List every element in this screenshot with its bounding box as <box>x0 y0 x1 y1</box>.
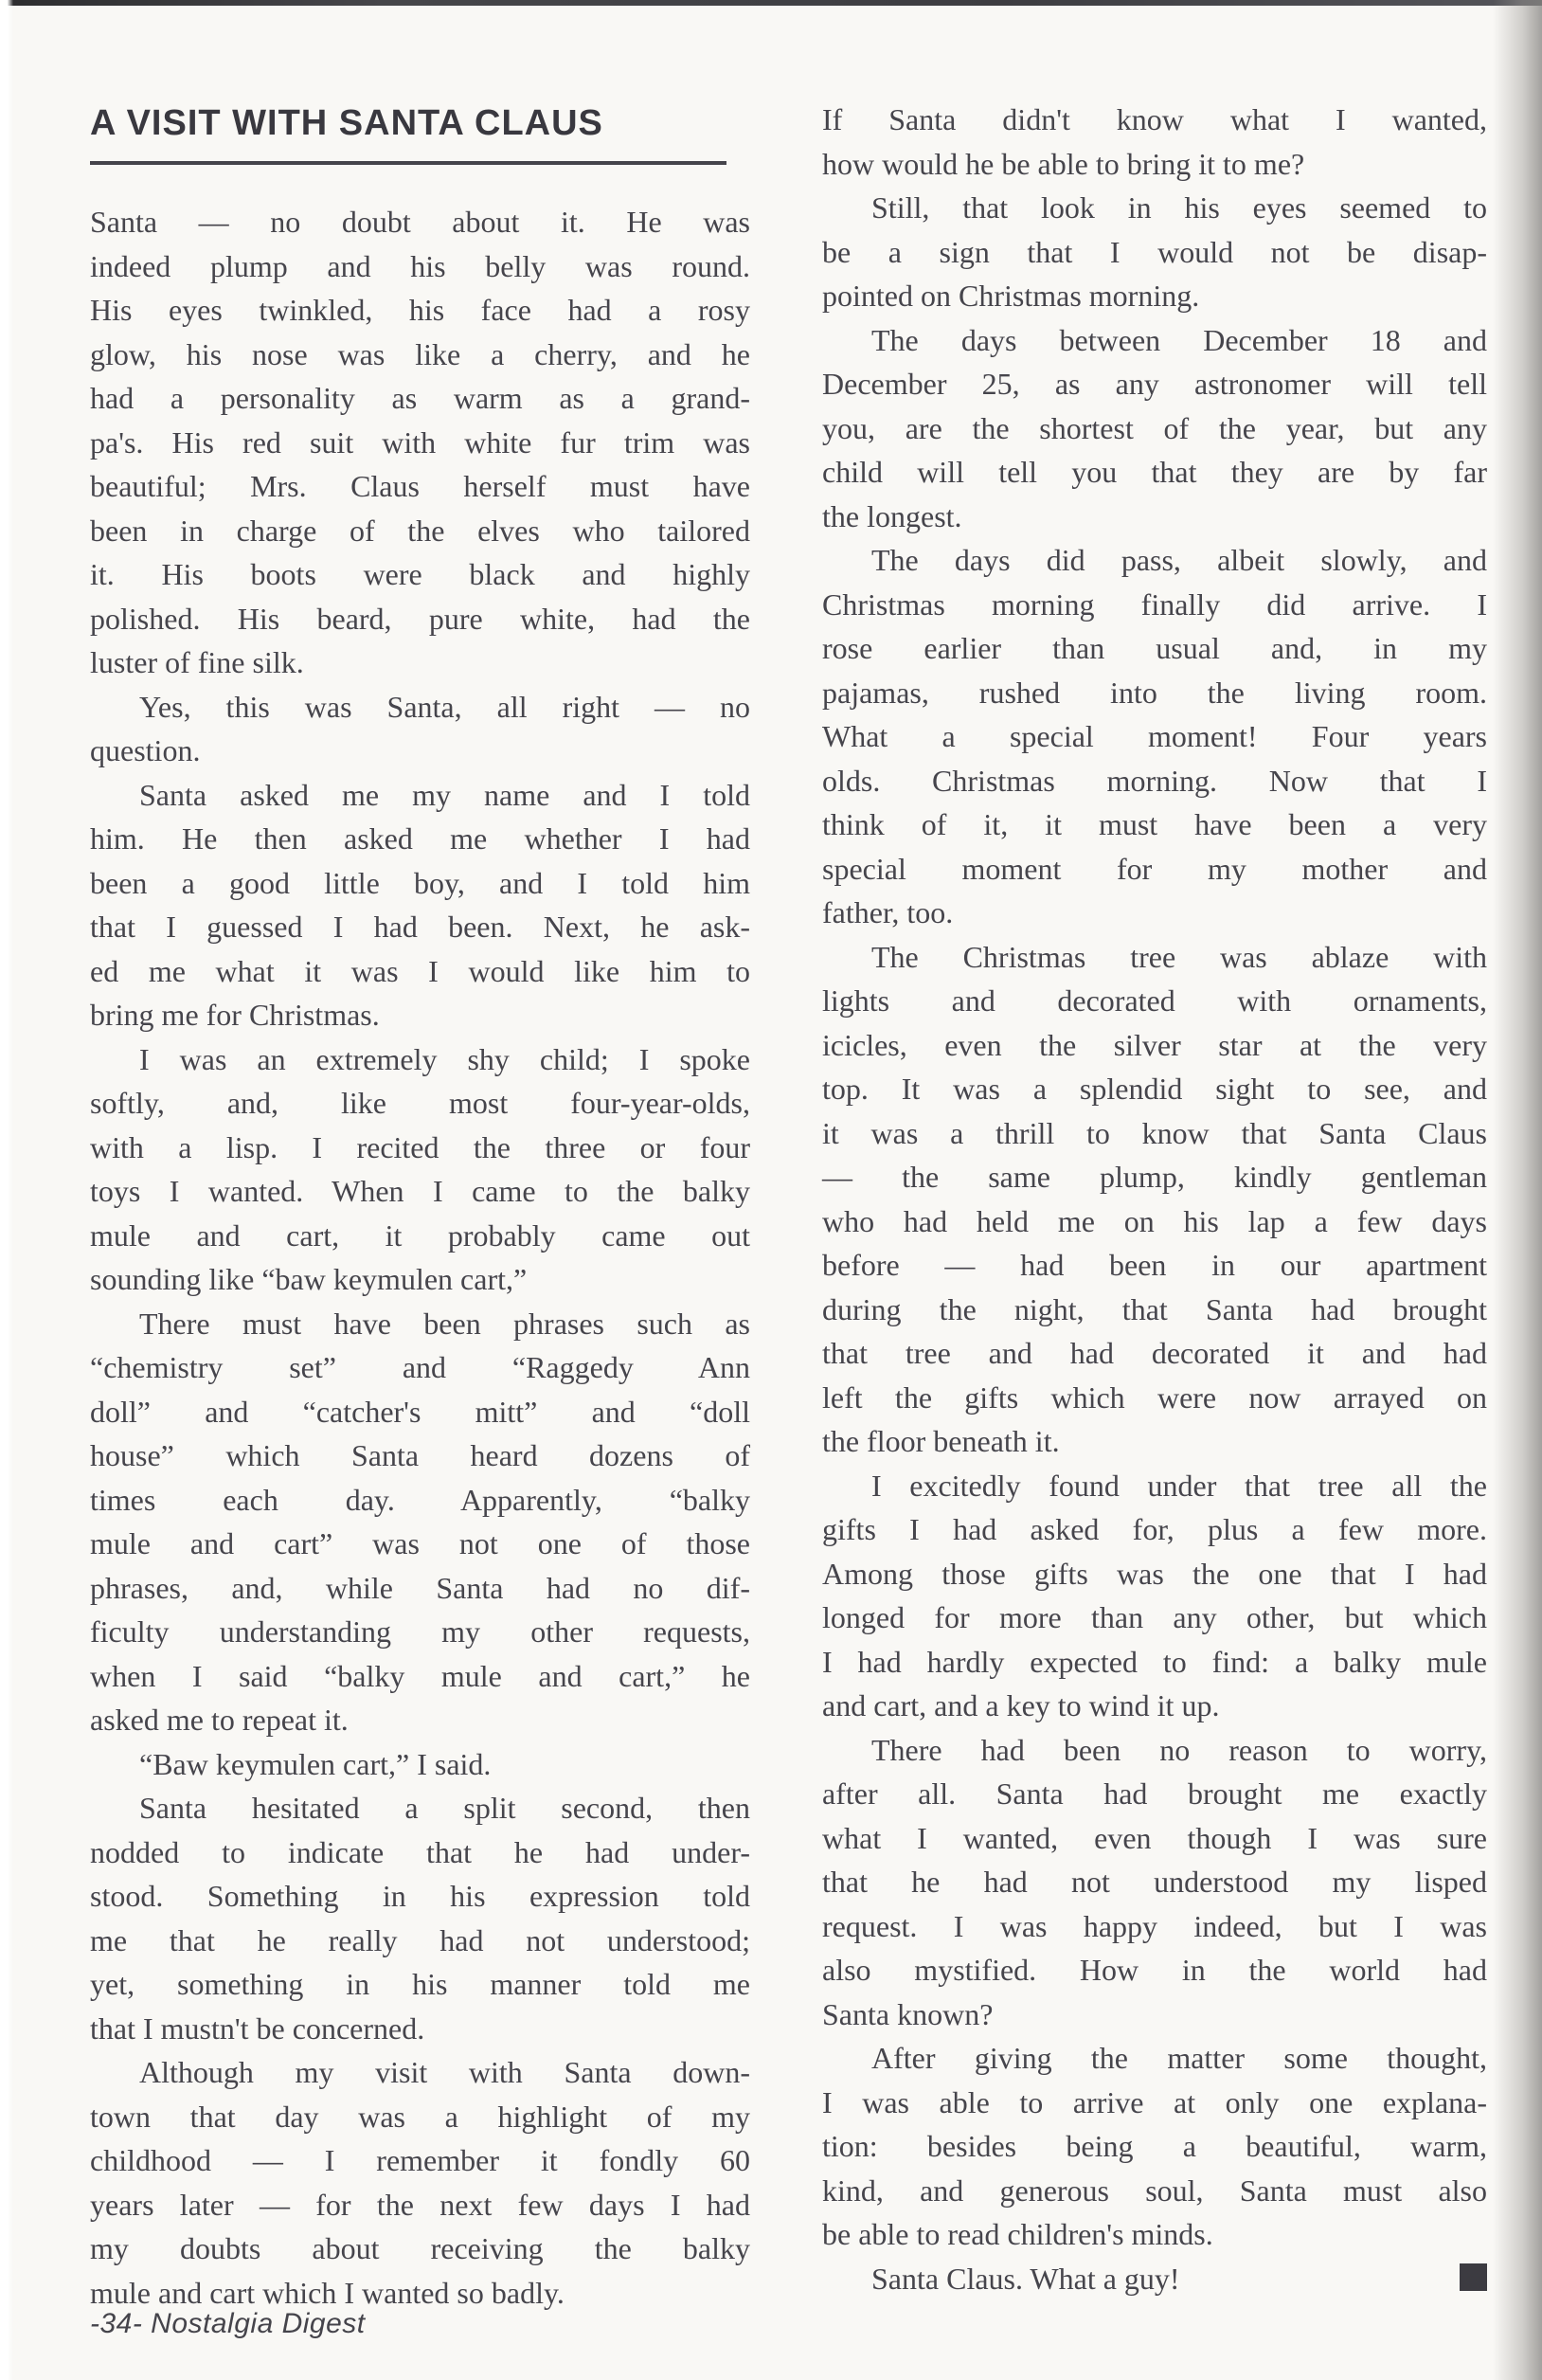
paragraph <box>822 1464 1487 1728</box>
paragraph <box>822 186 1487 318</box>
text-line: There must have been phrases such as <box>139 1306 750 1341</box>
scan-right-shadow <box>1493 0 1542 2380</box>
text-line: Yes, this was Santa, all right — no <box>139 689 750 724</box>
text-line: After giving the matter some thought, <box>871 2041 1487 2075</box>
text-line: polished. His beard, pure white, had the <box>90 601 750 636</box>
text-line: pajamas, rushed into the living room. <box>822 675 1487 710</box>
text-line: Among those gifts was the one that I had <box>822 1556 1487 1591</box>
text-line: the longest. <box>822 498 962 533</box>
text-line: I was an extremely shy child; I spoke <box>139 1041 750 1076</box>
text-line: child will tell you that they are by far <box>822 455 1487 489</box>
text-line: it was a thrill to know that Santa Claus <box>822 1115 1487 1150</box>
paragraph <box>822 98 1487 186</box>
text-line: Santa known? <box>822 1996 994 2031</box>
paragraph <box>822 2036 1487 2257</box>
text-line: think of it, it must have been a very <box>822 807 1487 841</box>
text-line: top. It was a splendid sight to see, and <box>822 1072 1487 1106</box>
article-title: A VISIT WITH SANTA CLAUS <box>90 103 603 143</box>
text-line: Christmas morning finally did arrive. I <box>822 586 1487 622</box>
text-line: childhood — I remember it fondly 60 <box>90 2143 750 2177</box>
text-line: and cart, and a key to wind it up. <box>822 1688 1220 1722</box>
text-line: mule and cart” was not one of those <box>90 1526 750 1560</box>
paragraph <box>822 2257 1487 2301</box>
text-line: the floor beneath it. <box>822 1424 1060 1458</box>
text-line: had a personality as warm as a grand- <box>90 381 750 415</box>
page-footer: -34- Nostalgia Digest <box>90 2308 366 2339</box>
text-line: special moment for my mother and <box>822 851 1487 886</box>
text-line: bring me for Christmas. <box>90 998 380 1032</box>
text-line: “chemistry set” and “Raggedy Ann <box>90 1350 750 1384</box>
text-line: stood. Something in his expression told <box>90 1879 750 1913</box>
text-line: Santa hesitated a split second, then <box>139 1791 750 1825</box>
text-line: ficulty understanding my other requests, <box>90 1614 750 1649</box>
text-line: The days between December 18 and <box>871 322 1487 357</box>
text-line: softly, and, like most four-year-olds, <box>90 1086 750 1120</box>
text-line: question. <box>90 733 201 767</box>
text-line: me that he really had not understood; <box>90 1922 750 1957</box>
left-column <box>90 102 750 2315</box>
text-line: I had hardly expected to find: a balky mule <box>822 1644 1487 1679</box>
paragraph <box>90 1742 750 1787</box>
text-line: that I guessed I had been. Next, he ask- <box>90 910 750 944</box>
text-line: The Christmas tree was ablaze with <box>871 939 1487 974</box>
scan-top-edge <box>0 0 1542 6</box>
text-line: icicles, even the silver star at the very <box>822 1027 1487 1062</box>
paragraph <box>90 1302 750 1742</box>
text-line: house” which Santa heard dozens of <box>90 1438 750 1472</box>
text-line: years later — for the next few days I had <box>90 2187 750 2222</box>
text-line: pa's. His red suit with white fur trim was <box>90 424 750 460</box>
text-line: — the same plump, kindly gentleman <box>822 1160 1487 1194</box>
text-line: sounding like “baw keymulen cart,” <box>90 1262 528 1296</box>
text-line: There had been no reason to worry, <box>871 1732 1487 1767</box>
paragraph <box>90 1037 750 1302</box>
paragraph <box>822 935 1487 1464</box>
text-line: it. His boots were black and highly <box>90 557 750 591</box>
text-line: olds. Christmas morning. Now that I <box>822 763 1487 798</box>
text-line: times each day. Apparently, “balky <box>90 1482 750 1517</box>
paragraph <box>822 1728 1487 2037</box>
text-line: I was able to arrive at only one explana- <box>822 2084 1487 2119</box>
text-line: left the gifts which were now arrayed on <box>822 1379 1487 1415</box>
text-line: that tree and had decorated it and had <box>822 1336 1487 1370</box>
paragraph <box>90 773 750 1037</box>
text-line: before — had been in our apartment <box>822 1248 1487 1282</box>
text-line: during the night, that Santa had brought <box>822 1291 1487 1326</box>
text-line: pointed on Christmas morning. <box>822 279 1200 313</box>
text-line: be a sign that I would not be disap- <box>822 234 1487 269</box>
text-line: mule and cart which I wanted so badly. <box>90 2275 565 2310</box>
text-line: that he had not understood my lisped <box>822 1865 1487 1899</box>
text-line: mule and cart, it probably came out <box>90 1217 750 1253</box>
text-line: what I wanted, even though I was sure <box>822 1820 1487 1855</box>
text-line: phrases, and, while Santa had no dif- <box>90 1570 750 1605</box>
text-line: after all. Santa had brought me exactly <box>822 1776 1487 1811</box>
text-line: you, are the shortest of the year, but any <box>822 410 1487 445</box>
text-line: when I said “balky mule and cart,” he <box>90 1658 750 1693</box>
text-line: father, too. <box>822 895 954 929</box>
text-line: town that day was a highlight of my <box>90 2099 750 2134</box>
text-line: that I mustn't be concerned. <box>90 2010 425 2046</box>
paragraph <box>822 318 1487 539</box>
text-line: Santa Claus. What a guy! <box>822 2257 1487 2301</box>
text-line: doll” and “catcher's mitt” and “doll <box>90 1394 750 1429</box>
text-line: how would he be able to bring it to me? <box>822 146 1305 181</box>
text-line: with a lisp. I recited the three or four <box>90 1129 750 1164</box>
end-of-article-marker <box>1460 2263 1487 2291</box>
text-line: “Baw keymulen cart,” I said. <box>139 1746 492 1781</box>
text-line: be able to read children's minds. <box>822 2217 1213 2251</box>
text-line: kind, and generous soul, Santa must also <box>822 2173 1487 2208</box>
paragraph <box>90 200 750 685</box>
text-line: luster of fine silk. <box>90 645 304 679</box>
text-line: been a good little boy, and I told him <box>90 865 750 900</box>
text-line: December 25, as any astronomer will tell <box>822 367 1487 401</box>
text-line: also mystified. How in the world had <box>822 1953 1487 1987</box>
text-line: nodded to indicate that he had under- <box>90 1834 750 1869</box>
text-line: been in charge of the elves who tailored <box>90 513 750 548</box>
text-line: Still, that look in his eyes seemed to <box>871 190 1487 225</box>
text-line: him. He then asked me whether I had <box>90 821 750 856</box>
text-line: glow, his nose was like a cherry, and he <box>90 336 750 371</box>
text-line: indeed plump and his belly was round. <box>90 248 750 283</box>
text-line: gifts I had asked for, plus a few more. <box>822 1512 1487 1546</box>
text-line: I excitedly found under that tree all the <box>871 1468 1487 1503</box>
text-line: What a special moment! Four years <box>822 719 1487 753</box>
text-line: If Santa didn't know what I wanted, <box>822 102 1487 136</box>
text-line: who had held me on his lap a few days <box>822 1203 1487 1238</box>
text-line: The days did pass, albeit slowly, and <box>871 543 1487 577</box>
text-line: ed me what it was I would like him to <box>90 953 750 988</box>
text-line: His eyes twinkled, his face had a rosy <box>90 293 750 327</box>
text-line: request. I was happy indeed, but I was <box>822 1908 1487 1943</box>
text-line: asked me to repeat it. <box>90 1703 349 1737</box>
text-line: tion: besides being a beautiful, warm, <box>822 2129 1487 2163</box>
text-line: my doubts about receiving the balky <box>90 2231 750 2265</box>
paragraph <box>90 1786 750 2050</box>
paragraph <box>822 538 1487 935</box>
text-line: longed for more than any other, but which <box>822 1600 1487 1634</box>
text-line: Santa asked me my name and I told <box>139 777 750 812</box>
text-line: beautiful; Mrs. Claus herself must have <box>90 469 750 503</box>
left-column-text <box>90 200 750 2315</box>
right-column <box>822 98 1487 2300</box>
scan-left-edge <box>0 0 13 2380</box>
text-line: toys I wanted. When I came to the balky <box>90 1174 750 1208</box>
right-column-text <box>822 98 1487 2300</box>
title-rule <box>90 161 726 165</box>
paragraph <box>90 2050 750 2315</box>
text-line: Although my visit with Santa down- <box>139 2055 750 2089</box>
text-line: rose earlier than usual and, in my <box>822 631 1487 665</box>
paragraph <box>90 685 750 773</box>
text-line: Santa — no doubt about it. He was <box>90 205 750 239</box>
text-line: yet, something in his manner told me <box>90 1967 750 2001</box>
text-line: lights and decorated with ornaments, <box>822 983 1487 1018</box>
